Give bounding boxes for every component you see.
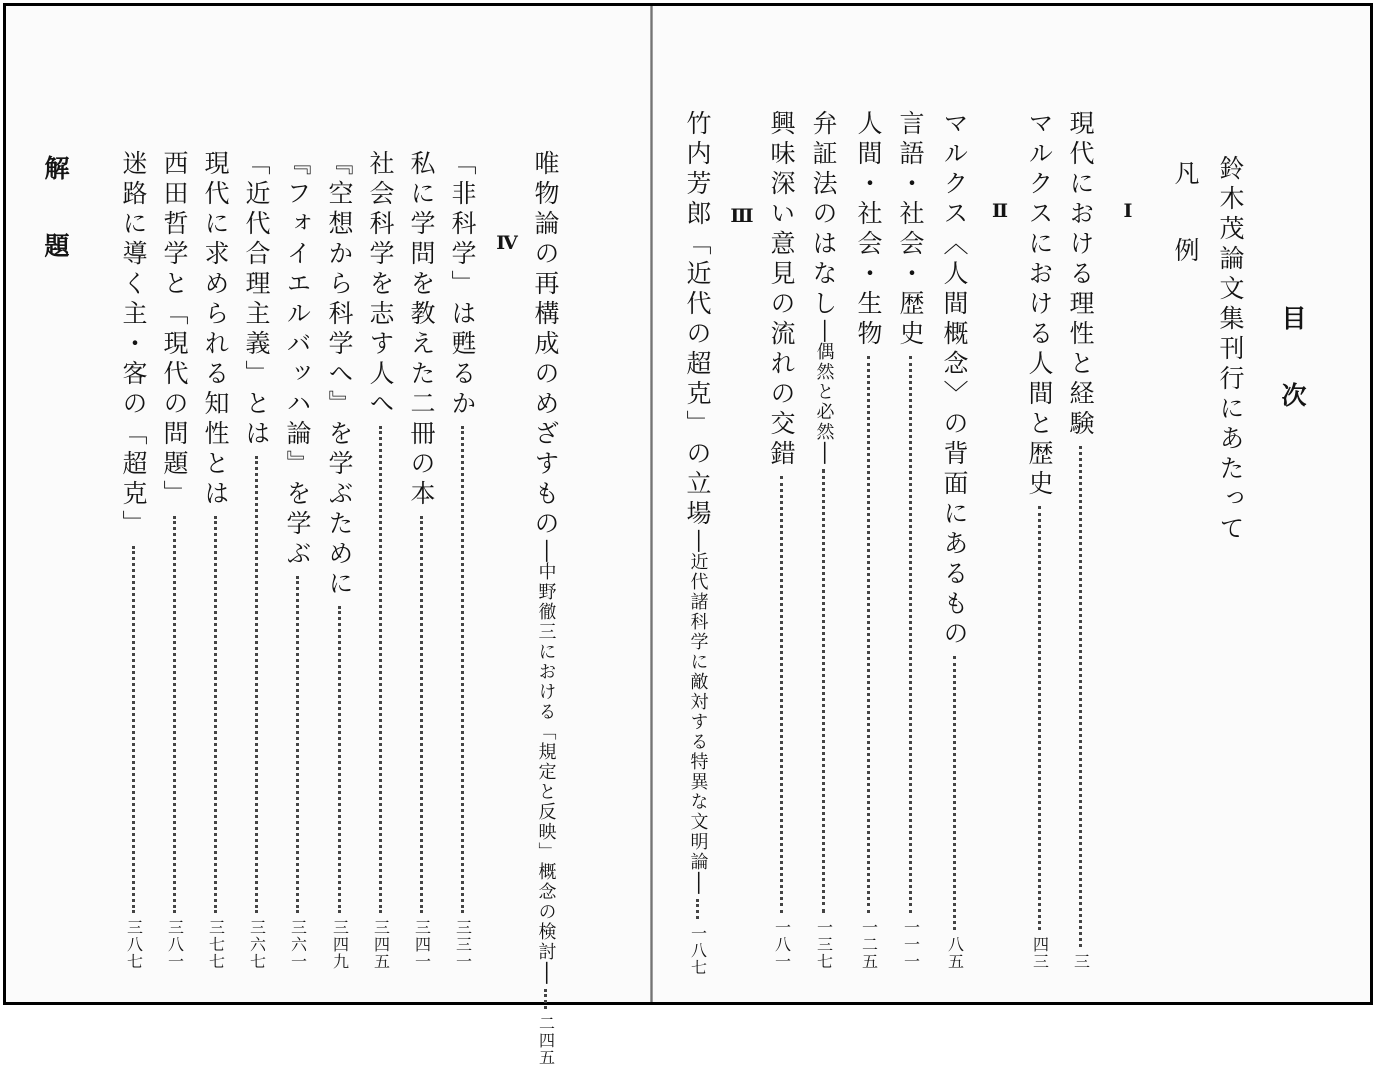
toc-entry[interactable] — [162, 150, 187, 970]
entry-title: 「非科学」は甦るか — [448, 150, 477, 420]
entry-title: 興味深い意見の流れの交錯 — [767, 110, 796, 470]
entry-title: 私に学問を教えた二冊の本 — [407, 150, 436, 510]
section-3-label: Ⅲ — [731, 205, 753, 229]
entry-title: 現代に求められる知性とは — [201, 150, 230, 510]
entry-page: 三六一 — [288, 919, 308, 970]
dot-leader — [461, 426, 464, 913]
dot-leader — [822, 469, 825, 913]
toc-entry[interactable] — [203, 150, 228, 970]
entry-title: 言語・社会・歴史 — [896, 110, 925, 350]
dot-leader — [173, 516, 176, 913]
entry-title: 社会科学を志す人へ — [366, 150, 395, 420]
toc-entry[interactable] — [942, 110, 967, 970]
dot-leader — [696, 899, 699, 919]
dot-leader — [420, 516, 423, 913]
afterword-entry[interactable]: 解 題 — [41, 155, 70, 280]
front-matter-preface[interactable]: 鈴木茂論文集刊行にあたって — [1216, 155, 1245, 545]
entry-page: 三七七 — [206, 919, 226, 970]
entry-title: 唯物論の再構成のめざすもの — [531, 150, 560, 540]
entry-subtitle: 中野徹三における「規定と反映」概念の検討 — [535, 561, 557, 962]
toc-entry[interactable] — [368, 150, 393, 970]
entry-title: 迷路に導く主・客の「超克」 — [119, 150, 148, 540]
entry-title: 人間・社会・生物 — [854, 110, 883, 350]
toc-entry[interactable] — [121, 150, 146, 970]
entry-title: 「近代合理主義」とは — [242, 150, 271, 450]
entry-subtitle: 近代諸科学に敵対する特異な文明論 — [687, 551, 709, 872]
dot-leader — [338, 606, 341, 913]
dot-leader — [255, 456, 258, 913]
entry-title: 弁証法のはなし — [809, 110, 838, 320]
dot-leader — [780, 476, 783, 913]
front-matter-notes[interactable]: 凡 例 — [1171, 160, 1200, 284]
entry-title: 竹内芳郎「近代の超克」の立場 — [683, 110, 712, 530]
toc-entry[interactable] — [450, 150, 475, 970]
toc-entry[interactable] — [531, 150, 560, 1066]
entry-page: 一八一 — [772, 919, 792, 970]
toc-entry[interactable] — [285, 150, 310, 970]
entry-page: 三四五 — [371, 919, 391, 970]
em-dash: ── — [813, 320, 835, 342]
section-2-label: Ⅱ — [989, 200, 1011, 224]
em-dash: ── — [813, 441, 835, 464]
entry-page: 三六七 — [247, 919, 267, 970]
dot-leader — [909, 356, 912, 913]
entry-page: 三 — [1071, 953, 1091, 970]
dot-leader — [953, 656, 956, 930]
entry-page: 三八七 — [124, 919, 144, 970]
em-dash: ── — [687, 871, 709, 894]
toc-entry[interactable] — [327, 150, 352, 970]
dot-leader — [544, 989, 547, 1009]
toc-entry[interactable] — [811, 110, 836, 970]
dot-leader — [132, 546, 135, 913]
dot-leader — [1079, 446, 1082, 947]
toc-entry[interactable] — [856, 110, 881, 970]
dot-leader — [867, 356, 870, 913]
entry-page: 八五 — [945, 936, 965, 970]
entry-title: 『フォイエルバッハ論』を学ぶ — [283, 150, 312, 570]
entry-page: 三四九 — [330, 919, 350, 970]
entry-title: 『空想から科学へ』を学ぶために — [325, 150, 354, 600]
section-1-label: Ⅰ — [1117, 200, 1139, 224]
entry-title: 現代における理性と経験 — [1066, 110, 1095, 440]
em-dash: ── — [687, 530, 709, 552]
entry-page: 一八七 — [688, 925, 708, 977]
entry-title: マルクス〈人間概念〉の背面にあるもの — [940, 110, 969, 650]
entry-page: 二四五 — [536, 1015, 556, 1066]
toc-heading: 目次 — [1278, 305, 1307, 459]
entry-page: 三八一 — [165, 919, 185, 970]
em-dash: ── — [535, 961, 557, 984]
entry-title: マルクスにおける人間と歴史 — [1025, 110, 1054, 500]
entry-page: 四三 — [1030, 936, 1050, 970]
toc-entry[interactable] — [769, 110, 794, 970]
em-dash: ── — [535, 540, 557, 562]
toc-entry[interactable] — [244, 150, 269, 970]
entry-title: 西田哲学と「現代の問題」 — [160, 150, 189, 510]
entry-page: 一三七 — [814, 919, 834, 970]
toc-entry[interactable] — [1068, 110, 1093, 970]
entry-subtitle: 偶然と必然 — [813, 341, 835, 442]
entry-page: 一二五 — [859, 919, 879, 970]
page-gutter — [650, 6, 653, 1002]
entry-page: 一一一 — [901, 919, 921, 970]
entry-page: 三四一 — [412, 919, 432, 970]
toc-entry[interactable] — [898, 110, 923, 970]
dot-leader — [1038, 506, 1041, 930]
section-4-label: Ⅳ — [496, 232, 518, 256]
dot-leader — [296, 576, 299, 913]
dot-leader — [379, 426, 382, 913]
toc-entry[interactable] — [409, 150, 434, 970]
toc-entry[interactable] — [1027, 110, 1052, 970]
entry-page: 三三一 — [453, 919, 473, 970]
toc-entry[interactable] — [683, 110, 712, 977]
dot-leader — [214, 516, 217, 913]
